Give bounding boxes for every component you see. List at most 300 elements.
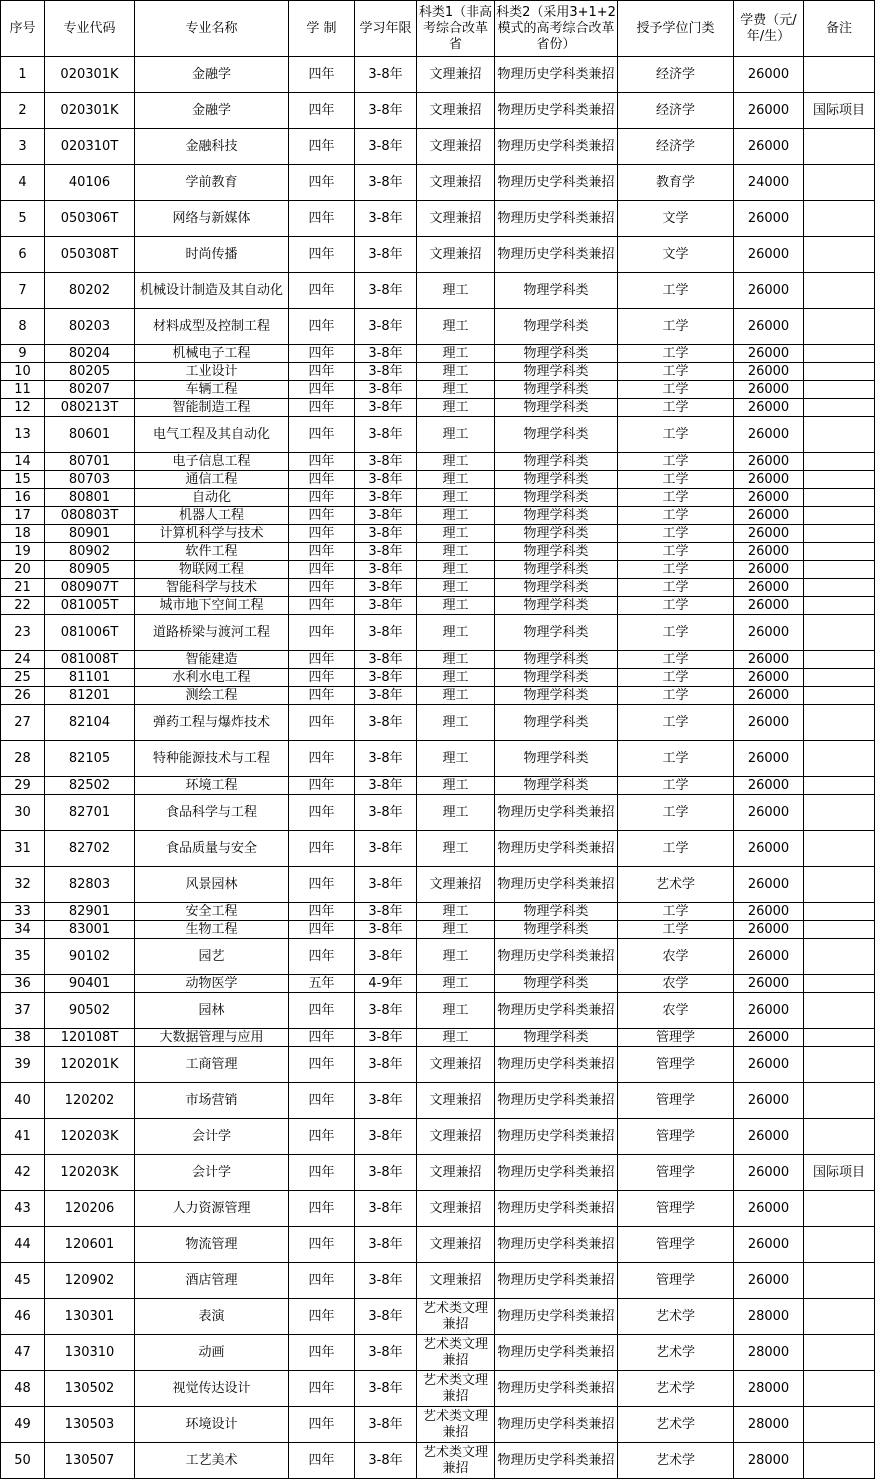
cell-category-2: 物理学科类	[495, 705, 618, 741]
cell-tuition: 26000	[734, 1083, 804, 1119]
cell-major-code: 120206	[45, 1191, 135, 1227]
table-row	[1, 795, 875, 831]
cell-study-years: 3-8年	[355, 615, 417, 651]
cell-category-2: 物理学科类	[495, 669, 618, 687]
cell-degree-type: 工学	[618, 741, 734, 777]
cell-category-2: 物理学科类	[495, 345, 618, 363]
cell-study-years: 3-8年	[355, 1335, 417, 1371]
cell-row-index: 21	[1, 579, 45, 597]
cell-row-index: 49	[1, 1407, 45, 1443]
cell-major-name: 酒店管理	[135, 1263, 289, 1299]
cell-category-2: 物理学科类	[495, 651, 618, 669]
cell-category-2: 物理学科类	[495, 615, 618, 651]
cell-tuition: 26000	[734, 417, 804, 453]
cell-remarks	[804, 1047, 875, 1083]
cell-remarks	[804, 201, 875, 237]
cell-degree-type: 工学	[618, 309, 734, 345]
cell-row-index: 40	[1, 1083, 45, 1119]
cell-remarks	[804, 237, 875, 273]
cell-tuition: 26000	[734, 489, 804, 507]
cell-row-index: 32	[1, 867, 45, 903]
cell-study-years: 3-8年	[355, 561, 417, 579]
cell-degree-type: 管理学	[618, 1155, 734, 1191]
cell-tuition: 26000	[734, 1155, 804, 1191]
cell-degree-type: 文学	[618, 201, 734, 237]
cell-major-name: 环境工程	[135, 777, 289, 795]
cell-major-code: 080213T	[45, 399, 135, 417]
cell-remarks	[804, 669, 875, 687]
cell-tuition: 26000	[734, 1119, 804, 1155]
cell-remarks	[804, 453, 875, 471]
table-row	[1, 921, 875, 939]
table-row	[1, 597, 875, 615]
cell-study-years: 3-8年	[355, 1191, 417, 1227]
table-row	[1, 651, 875, 669]
cell-category-1: 艺术类文理兼招	[417, 1443, 495, 1479]
cell-study-years: 3-8年	[355, 1263, 417, 1299]
header-major-code: 专业代码	[45, 1, 135, 57]
cell-category-1: 理工	[417, 399, 495, 417]
cell-major-code: 130310	[45, 1335, 135, 1371]
cell-tuition: 26000	[734, 777, 804, 795]
cell-degree-type: 农学	[618, 993, 734, 1029]
cell-program-length: 四年	[289, 1227, 355, 1263]
table-row	[1, 129, 875, 165]
cell-category-1: 理工	[417, 669, 495, 687]
cell-category-2: 物理历史学科类兼招	[495, 867, 618, 903]
cell-tuition: 26000	[734, 867, 804, 903]
cell-study-years: 3-8年	[355, 687, 417, 705]
cell-degree-type: 艺术学	[618, 1335, 734, 1371]
cell-category-2: 物理历史学科类兼招	[495, 1083, 618, 1119]
cell-row-index: 44	[1, 1227, 45, 1263]
header-tuition: 学费（元/年/生）	[734, 1, 804, 57]
cell-degree-type: 工学	[618, 687, 734, 705]
cell-tuition: 26000	[734, 363, 804, 381]
cell-study-years: 3-8年	[355, 777, 417, 795]
cell-major-name: 金融科技	[135, 129, 289, 165]
cell-remarks	[804, 561, 875, 579]
cell-category-1: 文理兼招	[417, 57, 495, 93]
cell-major-name: 电子信息工程	[135, 453, 289, 471]
cell-degree-type: 工学	[618, 651, 734, 669]
table-row	[1, 417, 875, 453]
cell-degree-type: 工学	[618, 831, 734, 867]
cell-category-2: 物理学科类	[495, 777, 618, 795]
cell-major-code: 80902	[45, 543, 135, 561]
cell-remarks	[804, 1083, 875, 1119]
cell-category-1: 理工	[417, 309, 495, 345]
cell-study-years: 3-8年	[355, 129, 417, 165]
cell-remarks	[804, 1371, 875, 1407]
cell-program-length: 四年	[289, 939, 355, 975]
cell-category-2: 物理历史学科类兼招	[495, 165, 618, 201]
cell-tuition: 26000	[734, 471, 804, 489]
cell-major-code: 081006T	[45, 615, 135, 651]
cell-remarks	[804, 309, 875, 345]
cell-degree-type: 经济学	[618, 93, 734, 129]
cell-degree-type: 工学	[618, 489, 734, 507]
cell-major-name: 安全工程	[135, 903, 289, 921]
cell-major-code: 80203	[45, 309, 135, 345]
cell-row-index: 27	[1, 705, 45, 741]
cell-major-name: 城市地下空间工程	[135, 597, 289, 615]
cell-tuition: 26000	[734, 921, 804, 939]
cell-major-name: 园艺	[135, 939, 289, 975]
cell-row-index: 37	[1, 993, 45, 1029]
cell-major-name: 测绘工程	[135, 687, 289, 705]
cell-degree-type: 教育学	[618, 165, 734, 201]
table-row	[1, 1335, 875, 1371]
cell-major-name: 环境设计	[135, 1407, 289, 1443]
cell-category-2: 物理学科类	[495, 543, 618, 561]
cell-category-1: 理工	[417, 525, 495, 543]
cell-category-1: 理工	[417, 777, 495, 795]
table-row	[1, 975, 875, 993]
cell-remarks	[804, 363, 875, 381]
cell-row-index: 42	[1, 1155, 45, 1191]
cell-category-1: 理工	[417, 579, 495, 597]
cell-major-code: 050306T	[45, 201, 135, 237]
cell-category-1: 文理兼招	[417, 1119, 495, 1155]
cell-remarks	[804, 399, 875, 417]
cell-tuition: 26000	[734, 507, 804, 525]
cell-major-name: 智能制造工程	[135, 399, 289, 417]
cell-category-2: 物理历史学科类兼招	[495, 1299, 618, 1335]
cell-category-1: 文理兼招	[417, 1047, 495, 1083]
cell-row-index: 18	[1, 525, 45, 543]
table-row	[1, 273, 875, 309]
cell-study-years: 3-8年	[355, 1299, 417, 1335]
cell-program-length: 四年	[289, 453, 355, 471]
table-row	[1, 345, 875, 363]
cell-study-years: 3-8年	[355, 471, 417, 489]
table-row	[1, 669, 875, 687]
cell-remarks	[804, 525, 875, 543]
cell-major-name: 大数据管理与应用	[135, 1029, 289, 1047]
cell-study-years: 3-8年	[355, 1119, 417, 1155]
cell-tuition: 26000	[734, 579, 804, 597]
cell-study-years: 3-8年	[355, 525, 417, 543]
cell-study-years: 3-8年	[355, 309, 417, 345]
cell-category-2: 物理学科类	[495, 507, 618, 525]
cell-row-index: 47	[1, 1335, 45, 1371]
cell-major-code: 83001	[45, 921, 135, 939]
cell-degree-type: 工学	[618, 669, 734, 687]
cell-study-years: 3-8年	[355, 939, 417, 975]
cell-degree-type: 工学	[618, 453, 734, 471]
cell-category-1: 文理兼招	[417, 1191, 495, 1227]
cell-study-years: 3-8年	[355, 669, 417, 687]
cell-study-years: 3-8年	[355, 417, 417, 453]
cell-program-length: 四年	[289, 1083, 355, 1119]
cell-major-name: 机械电子工程	[135, 345, 289, 363]
cell-program-length: 四年	[289, 417, 355, 453]
table-row	[1, 1371, 875, 1407]
cell-major-code: 80601	[45, 417, 135, 453]
cell-category-2: 物理历史学科类兼招	[495, 831, 618, 867]
table-row	[1, 381, 875, 399]
cell-program-length: 四年	[289, 597, 355, 615]
cell-category-1: 理工	[417, 381, 495, 399]
cell-tuition: 26000	[734, 1047, 804, 1083]
cell-category-1: 文理兼招	[417, 867, 495, 903]
cell-category-2: 物理历史学科类兼招	[495, 1155, 618, 1191]
cell-degree-type: 工学	[618, 795, 734, 831]
cell-remarks: 国际项目	[804, 1155, 875, 1191]
cell-row-index: 9	[1, 345, 45, 363]
cell-remarks	[804, 777, 875, 795]
table-row	[1, 165, 875, 201]
cell-row-index: 34	[1, 921, 45, 939]
cell-category-2: 物理学科类	[495, 579, 618, 597]
cell-program-length: 四年	[289, 1047, 355, 1083]
cell-program-length: 四年	[289, 615, 355, 651]
cell-category-2: 物理学科类	[495, 741, 618, 777]
cell-study-years: 3-8年	[355, 921, 417, 939]
cell-remarks	[804, 867, 875, 903]
cell-program-length: 四年	[289, 543, 355, 561]
cell-row-index: 22	[1, 597, 45, 615]
cell-degree-type: 管理学	[618, 1227, 734, 1263]
cell-major-name: 机器人工程	[135, 507, 289, 525]
cell-remarks	[804, 507, 875, 525]
cell-row-index: 23	[1, 615, 45, 651]
table-row	[1, 1263, 875, 1299]
cell-degree-type: 管理学	[618, 1263, 734, 1299]
cell-category-1: 理工	[417, 417, 495, 453]
cell-row-index: 13	[1, 417, 45, 453]
cell-degree-type: 艺术学	[618, 1371, 734, 1407]
cell-category-1: 理工	[417, 741, 495, 777]
cell-major-code: 080907T	[45, 579, 135, 597]
cell-remarks	[804, 1335, 875, 1371]
cell-program-length: 四年	[289, 345, 355, 363]
cell-degree-type: 工学	[618, 507, 734, 525]
cell-category-2: 物理历史学科类兼招	[495, 129, 618, 165]
cell-major-code: 120202	[45, 1083, 135, 1119]
cell-major-name: 市场营销	[135, 1083, 289, 1119]
cell-major-name: 食品科学与工程	[135, 795, 289, 831]
cell-program-length: 四年	[289, 1119, 355, 1155]
cell-category-1: 理工	[417, 651, 495, 669]
table-row	[1, 201, 875, 237]
cell-study-years: 3-8年	[355, 705, 417, 741]
cell-major-name: 软件工程	[135, 543, 289, 561]
cell-remarks	[804, 1407, 875, 1443]
cell-category-1: 理工	[417, 615, 495, 651]
cell-category-2: 物理学科类	[495, 903, 618, 921]
header-study-years: 学习年限	[355, 1, 417, 57]
header-index: 序号	[1, 1, 45, 57]
cell-program-length: 四年	[289, 921, 355, 939]
cell-study-years: 3-8年	[355, 273, 417, 309]
cell-row-index: 15	[1, 471, 45, 489]
cell-remarks	[804, 1227, 875, 1263]
cell-program-length: 四年	[289, 1263, 355, 1299]
cell-study-years: 3-8年	[355, 1155, 417, 1191]
cell-major-name: 水利水电工程	[135, 669, 289, 687]
cell-degree-type: 工学	[618, 903, 734, 921]
cell-major-code: 82502	[45, 777, 135, 795]
cell-tuition: 28000	[734, 1407, 804, 1443]
cell-program-length: 四年	[289, 237, 355, 273]
cell-major-name: 车辆工程	[135, 381, 289, 399]
cell-category-2: 物理历史学科类兼招	[495, 93, 618, 129]
cell-tuition: 26000	[734, 381, 804, 399]
cell-category-1: 文理兼招	[417, 201, 495, 237]
cell-remarks	[804, 993, 875, 1029]
cell-remarks	[804, 345, 875, 363]
cell-major-name: 会计学	[135, 1155, 289, 1191]
cell-degree-type: 农学	[618, 939, 734, 975]
cell-tuition: 26000	[734, 273, 804, 309]
cell-remarks	[804, 471, 875, 489]
table-row	[1, 1407, 875, 1443]
header-category-2: 科类2（采用3+1+2模式的高考综合改革省份）	[495, 1, 618, 57]
cell-tuition: 26000	[734, 345, 804, 363]
cell-major-name: 通信工程	[135, 471, 289, 489]
table-row	[1, 525, 875, 543]
cell-major-code: 130503	[45, 1407, 135, 1443]
cell-category-2: 物理学科类	[495, 381, 618, 399]
cell-remarks	[804, 1029, 875, 1047]
cell-major-code: 020301K	[45, 57, 135, 93]
cell-row-index: 30	[1, 795, 45, 831]
cell-row-index: 28	[1, 741, 45, 777]
cell-study-years: 3-8年	[355, 831, 417, 867]
cell-program-length: 四年	[289, 1191, 355, 1227]
cell-category-1: 理工	[417, 345, 495, 363]
cell-remarks	[804, 1443, 875, 1479]
cell-row-index: 4	[1, 165, 45, 201]
cell-degree-type: 工学	[618, 597, 734, 615]
cell-remarks	[804, 543, 875, 561]
cell-study-years: 3-8年	[355, 543, 417, 561]
cell-major-name: 表演	[135, 1299, 289, 1335]
cell-category-1: 理工	[417, 975, 495, 993]
cell-remarks: 国际项目	[804, 93, 875, 129]
cell-study-years: 3-8年	[355, 165, 417, 201]
cell-major-name: 动画	[135, 1335, 289, 1371]
cell-program-length: 四年	[289, 741, 355, 777]
cell-row-index: 12	[1, 399, 45, 417]
table-row	[1, 1299, 875, 1335]
table-row	[1, 993, 875, 1029]
cell-major-code: 90102	[45, 939, 135, 975]
cell-program-length: 四年	[289, 93, 355, 129]
cell-category-2: 物理历史学科类兼招	[495, 1407, 618, 1443]
cell-tuition: 26000	[734, 1227, 804, 1263]
cell-degree-type: 工学	[618, 579, 734, 597]
cell-study-years: 3-8年	[355, 993, 417, 1029]
cell-category-1: 理工	[417, 903, 495, 921]
cell-program-length: 四年	[289, 561, 355, 579]
cell-category-1: 理工	[417, 363, 495, 381]
cell-remarks	[804, 57, 875, 93]
cell-tuition: 26000	[734, 129, 804, 165]
cell-category-1: 理工	[417, 453, 495, 471]
cell-category-2: 物理学科类	[495, 1029, 618, 1047]
cell-tuition: 26000	[734, 57, 804, 93]
cell-tuition: 26000	[734, 201, 804, 237]
cell-study-years: 3-8年	[355, 1443, 417, 1479]
cell-category-2: 物理学科类	[495, 273, 618, 309]
cell-study-years: 3-8年	[355, 651, 417, 669]
table-row	[1, 237, 875, 273]
cell-major-name: 智能科学与技术	[135, 579, 289, 597]
cell-remarks	[804, 705, 875, 741]
cell-program-length: 四年	[289, 399, 355, 417]
cell-major-name: 视觉传达设计	[135, 1371, 289, 1407]
cell-tuition: 26000	[734, 993, 804, 1029]
cell-major-name: 智能建造	[135, 651, 289, 669]
table-row	[1, 399, 875, 417]
cell-row-index: 3	[1, 129, 45, 165]
cell-study-years: 3-8年	[355, 1083, 417, 1119]
table-row	[1, 1119, 875, 1155]
cell-tuition: 26000	[734, 561, 804, 579]
cell-degree-type: 管理学	[618, 1191, 734, 1227]
cell-tuition: 26000	[734, 309, 804, 345]
cell-category-2: 物理学科类	[495, 921, 618, 939]
cell-program-length: 四年	[289, 525, 355, 543]
table-row	[1, 507, 875, 525]
cell-row-index: 31	[1, 831, 45, 867]
cell-tuition: 26000	[734, 939, 804, 975]
cell-row-index: 50	[1, 1443, 45, 1479]
cell-category-1: 理工	[417, 993, 495, 1029]
cell-program-length: 四年	[289, 705, 355, 741]
cell-remarks	[804, 1119, 875, 1155]
cell-program-length: 四年	[289, 309, 355, 345]
table-row	[1, 705, 875, 741]
cell-program-length: 四年	[289, 777, 355, 795]
cell-tuition: 26000	[734, 615, 804, 651]
cell-row-index: 43	[1, 1191, 45, 1227]
cell-remarks	[804, 273, 875, 309]
cell-program-length: 四年	[289, 1335, 355, 1371]
cell-row-index: 2	[1, 93, 45, 129]
cell-category-1: 理工	[417, 561, 495, 579]
cell-study-years: 3-8年	[355, 1029, 417, 1047]
cell-remarks	[804, 831, 875, 867]
cell-major-code: 130301	[45, 1299, 135, 1335]
cell-category-2: 物理历史学科类兼招	[495, 237, 618, 273]
cell-major-code: 40106	[45, 165, 135, 201]
cell-category-2: 物理学科类	[495, 453, 618, 471]
cell-program-length: 四年	[289, 129, 355, 165]
cell-category-2: 物理历史学科类兼招	[495, 1263, 618, 1299]
cell-major-name: 机械设计制造及其自动化	[135, 273, 289, 309]
cell-tuition: 26000	[734, 1029, 804, 1047]
cell-tuition: 28000	[734, 1443, 804, 1479]
cell-category-1: 理工	[417, 471, 495, 489]
cell-major-code: 82803	[45, 867, 135, 903]
cell-tuition: 26000	[734, 651, 804, 669]
cell-category-1: 文理兼招	[417, 165, 495, 201]
cell-degree-type: 农学	[618, 975, 734, 993]
table-row	[1, 741, 875, 777]
cell-tuition: 26000	[734, 93, 804, 129]
cell-category-1: 文理兼招	[417, 1155, 495, 1191]
cell-category-2: 物理学科类	[495, 309, 618, 345]
cell-row-index: 45	[1, 1263, 45, 1299]
cell-row-index: 5	[1, 201, 45, 237]
cell-study-years: 3-8年	[355, 57, 417, 93]
cell-degree-type: 经济学	[618, 129, 734, 165]
cell-major-code: 80801	[45, 489, 135, 507]
